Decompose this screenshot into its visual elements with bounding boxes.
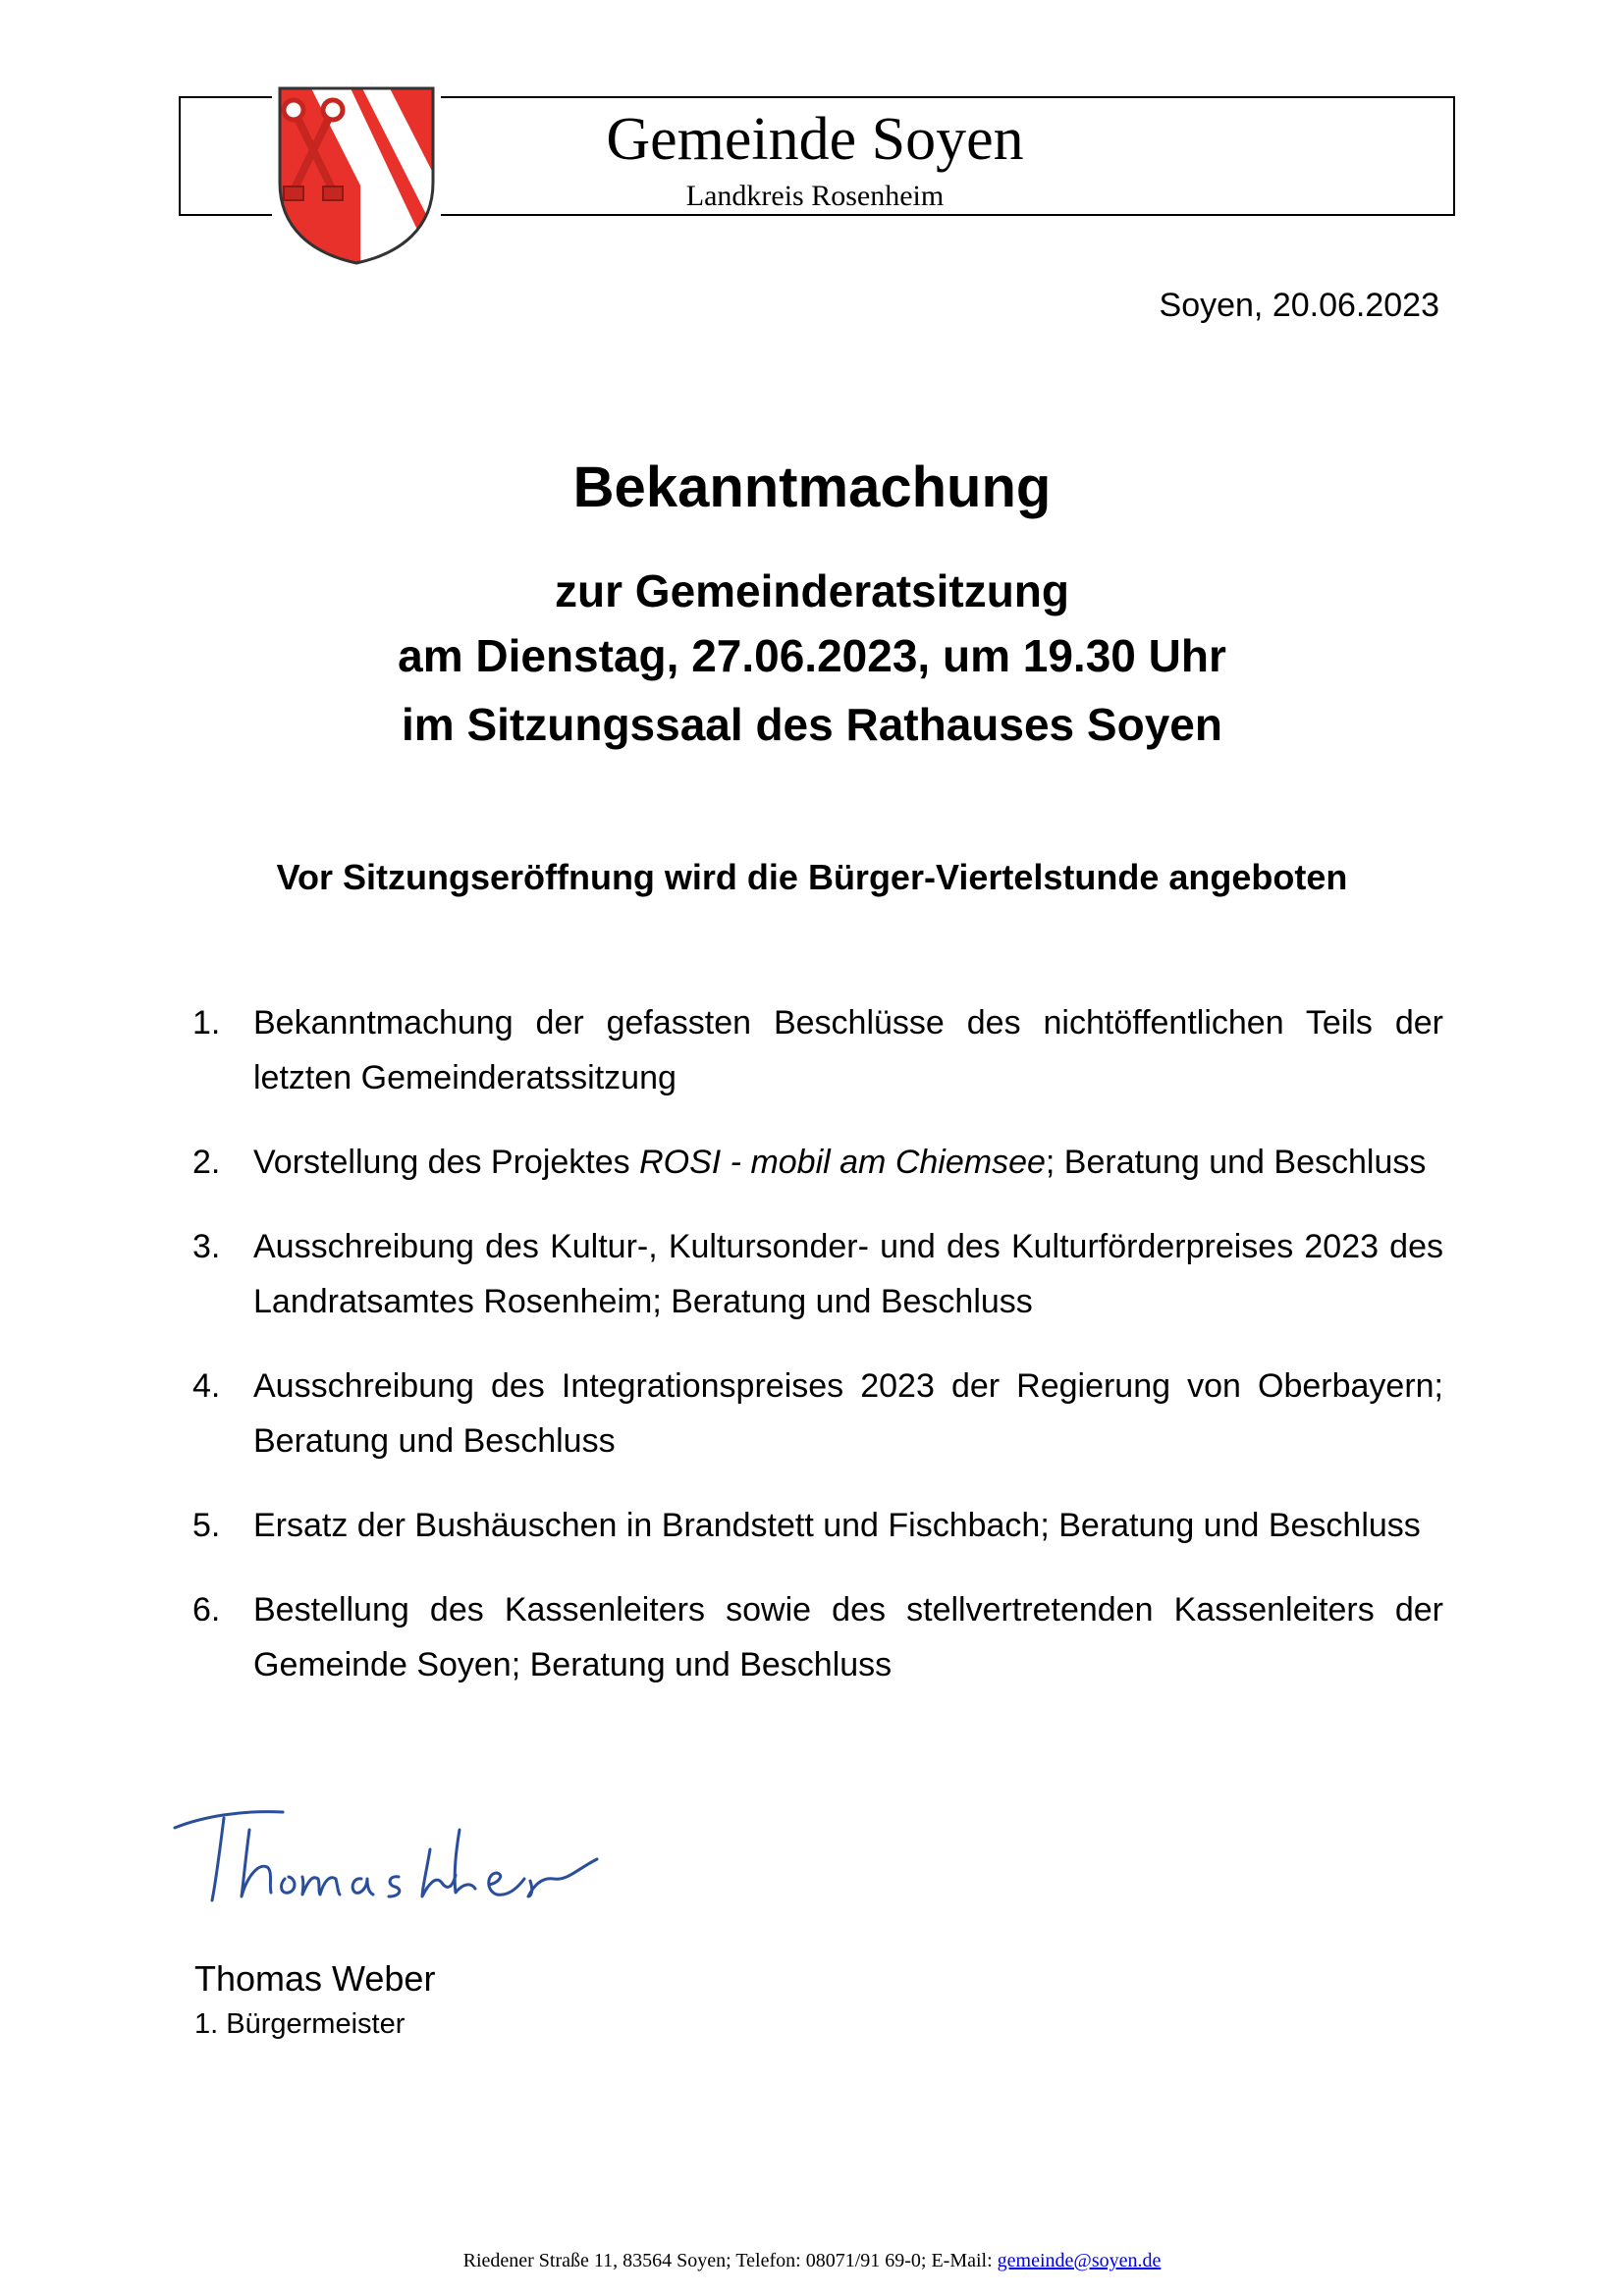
signature-icon xyxy=(165,1790,617,1918)
agenda-number: 2. xyxy=(192,1144,221,1181)
agenda-item xyxy=(192,1219,1443,1329)
agenda-text: Bestellung des Kassenleiters sowie des stellvertretenden Kassenleiters der Gemeinde Soyen; Beratung und Beschluss xyxy=(253,1591,1443,1683)
agenda-text: Ausschreibung des Kultur-, Kultursonder- und des Kulturförderpreises 2023 des Landratsamtes Rosenheim; Beratung und Beschluss xyxy=(253,1228,1443,1320)
agenda-number: 5. xyxy=(192,1507,221,1544)
shield-icon xyxy=(272,80,441,267)
agenda-item xyxy=(192,1498,1443,1553)
agenda-text: Ausschreibung des Integrationspreises 2023 der Regierung von Oberbayern; Beratung und Beschluss xyxy=(253,1367,1443,1460)
agenda-item xyxy=(192,995,1443,1105)
agenda-number: 3. xyxy=(192,1228,221,1265)
agenda-item xyxy=(192,1359,1443,1468)
subtitle-line: zur Gemeinderatsitzung xyxy=(555,565,1069,616)
agenda-text: Vorstellung des Projektes xyxy=(253,1144,640,1181)
subtitle-line: am Dienstag, 27.06.2023, um 19.30 Uhr xyxy=(398,630,1226,681)
signer-name: Thomas Weber xyxy=(194,1958,436,1999)
document-title: Bekanntmachung xyxy=(572,455,1052,519)
signer-role: 1. Bürgermeister xyxy=(194,2008,406,2040)
agenda-list xyxy=(192,995,1443,1692)
agenda-item xyxy=(192,1135,1443,1190)
agenda-number: 1. xyxy=(192,1004,221,1041)
district-name: Landkreis Rosenheim xyxy=(685,180,945,212)
handwritten-signature xyxy=(165,1790,617,1918)
agenda-text: Bekanntmachung der gefassten Beschlüsse des nichtöffentlichen Teils der letzten Gemeinderatssitzung xyxy=(253,1004,1443,1096)
email-link[interactable]: gemeinde@soyen.de xyxy=(997,2250,1162,2271)
agenda-number: 4. xyxy=(192,1367,221,1405)
agenda-number: 6. xyxy=(192,1591,221,1629)
agenda-text: Ersatz der Bushäuschen in Brandstett und Fischbach; Beratung und Beschluss xyxy=(253,1507,1421,1544)
coat-of-arms xyxy=(272,80,441,267)
project-name: ROSI - mobil am Chiemsee xyxy=(639,1144,1046,1181)
document-date: Soyen, 20.06.2023 xyxy=(1159,287,1439,324)
agenda-text-suffix: ; Beratung und Beschluss xyxy=(1045,1144,1427,1181)
footer-contact: Riedener Straße 11, 83564 Soyen; Telefon: 08071/91 69-0; E-Mail: xyxy=(462,2250,998,2271)
municipality-name: Gemeinde Soyen xyxy=(606,106,1024,173)
intro-line: Vor Sitzungseröffnung wird die Bürger-Viertelstunde angeboten xyxy=(276,857,1348,897)
agenda-item xyxy=(192,1582,1443,1692)
subtitle-line: im Sitzungssaal des Rathauses Soyen xyxy=(402,699,1222,750)
footer xyxy=(0,2248,1624,2273)
